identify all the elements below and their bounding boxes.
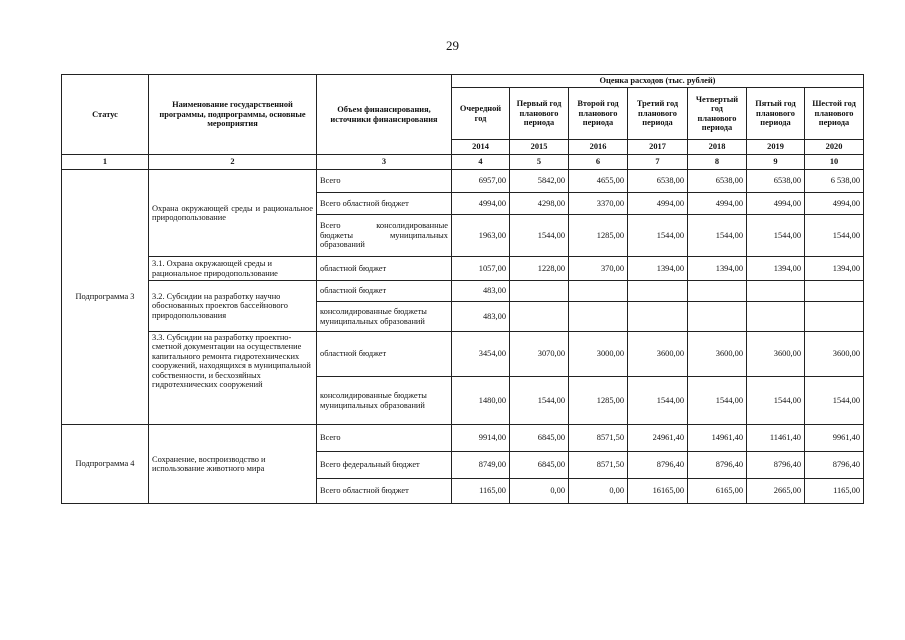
value-cell: 370,00 [569, 257, 628, 281]
value-cell [805, 281, 864, 302]
value-cell: 1394,00 [688, 257, 747, 281]
header-estimate: Оценка расходов (тыс. рублей) [452, 75, 864, 88]
finance-source: Всего областной бюджет [317, 479, 452, 504]
value-cell: 5842,00 [510, 170, 569, 193]
value-cell: 6 538,00 [805, 170, 864, 193]
value-cell: 1394,00 [747, 257, 805, 281]
value-cell: 3370,00 [569, 193, 628, 215]
value-cell: 6845,00 [510, 425, 569, 452]
value-cell [747, 281, 805, 302]
column-number: 3 [317, 155, 452, 170]
value-cell: 6845,00 [510, 452, 569, 479]
value-cell: 3600,00 [747, 332, 805, 377]
header-year: 2020 [805, 140, 864, 155]
finance-source: областной бюджет [317, 332, 452, 377]
header-period: Второй год планового периода [569, 88, 628, 140]
expenditure-table [61, 74, 864, 504]
value-cell: 1544,00 [510, 215, 569, 257]
value-cell: 1394,00 [805, 257, 864, 281]
value-cell: 1480,00 [452, 377, 510, 425]
column-number: 2 [149, 155, 317, 170]
value-cell: 4994,00 [747, 193, 805, 215]
value-cell: 8749,00 [452, 452, 510, 479]
value-cell: 483,00 [452, 281, 510, 302]
value-cell: 0,00 [569, 479, 628, 504]
value-cell: 24961,40 [628, 425, 688, 452]
page-number: 29 [446, 38, 459, 53]
table-row [62, 425, 864, 452]
column-number: 8 [688, 155, 747, 170]
value-cell: 8796,40 [747, 452, 805, 479]
column-number: 4 [452, 155, 510, 170]
value-cell: 6538,00 [688, 170, 747, 193]
value-cell [628, 302, 688, 332]
table-row [62, 281, 864, 302]
header-year: 2018 [688, 140, 747, 155]
value-cell: 1963,00 [452, 215, 510, 257]
finance-source: Всего консолидированные бюджеты муниципальных образований [317, 215, 452, 257]
value-cell: 1544,00 [628, 215, 688, 257]
header-year: 2017 [628, 140, 688, 155]
value-cell: 1544,00 [510, 377, 569, 425]
value-cell: 483,00 [452, 302, 510, 332]
value-cell [510, 281, 569, 302]
table-row [62, 257, 864, 281]
value-cell: 4994,00 [628, 193, 688, 215]
header-year: 2016 [569, 140, 628, 155]
value-cell: 1544,00 [747, 215, 805, 257]
value-cell: 0,00 [510, 479, 569, 504]
column-number: 6 [569, 155, 628, 170]
value-cell: 9961,40 [805, 425, 864, 452]
program-name: Сохранение, воспроизводство и использование животного мира [149, 425, 317, 504]
header-period: Пятый год планового периода [747, 88, 805, 140]
status-cell: Подпрограмма 3 [62, 170, 149, 425]
value-cell: 3600,00 [805, 332, 864, 377]
header-finance: Объем финансирования, источники финансирования [317, 75, 452, 155]
table-row [62, 332, 864, 377]
value-cell: 1544,00 [805, 377, 864, 425]
value-cell: 9914,00 [452, 425, 510, 452]
value-cell: 1544,00 [688, 377, 747, 425]
measure-name: 3.2. Субсидии на разработку научно обоснованных проектов бассейнового природопользования [149, 281, 317, 332]
value-cell: 2665,00 [747, 479, 805, 504]
value-cell [805, 302, 864, 332]
value-cell: 1544,00 [805, 215, 864, 257]
column-number: 10 [805, 155, 864, 170]
value-cell: 8796,40 [805, 452, 864, 479]
value-cell: 8796,40 [628, 452, 688, 479]
finance-source: областной бюджет [317, 281, 452, 302]
finance-source: областной бюджет [317, 257, 452, 281]
finance-source: консолидированные бюджеты муниципальных образований [317, 302, 452, 332]
table-row [62, 170, 864, 193]
value-cell: 3600,00 [628, 332, 688, 377]
header-period: Четвертый год планового периода [688, 88, 747, 140]
value-cell: 1544,00 [688, 215, 747, 257]
value-cell [747, 302, 805, 332]
value-cell: 1165,00 [452, 479, 510, 504]
value-cell: 1285,00 [569, 377, 628, 425]
measure-name: 3.3. Субсидии на разработку проектно-сметной документации на осуществление капитального ремонта гидротехнических сооружений, находящихся в муниципальной собственности, и бесхозяйных гидротехнических сооружений [149, 332, 317, 425]
column-number: 7 [628, 155, 688, 170]
value-cell: 16165,00 [628, 479, 688, 504]
value-cell: 6538,00 [747, 170, 805, 193]
value-cell: 1544,00 [628, 377, 688, 425]
finance-source: Всего областной бюджет [317, 193, 452, 215]
value-cell: 11461,40 [747, 425, 805, 452]
value-cell [688, 302, 747, 332]
value-cell: 6165,00 [688, 479, 747, 504]
status-cell: Подпрограмма 4 [62, 425, 149, 504]
value-cell: 3070,00 [510, 332, 569, 377]
value-cell [569, 302, 628, 332]
header-year: 2014 [452, 140, 510, 155]
value-cell [628, 281, 688, 302]
value-cell [569, 281, 628, 302]
value-cell: 6538,00 [628, 170, 688, 193]
value-cell: 3600,00 [688, 332, 747, 377]
value-cell: 4298,00 [510, 193, 569, 215]
value-cell: 14961,40 [688, 425, 747, 452]
value-cell [688, 281, 747, 302]
finance-source: Всего [317, 170, 452, 193]
column-number: 9 [747, 155, 805, 170]
column-number: 5 [510, 155, 569, 170]
value-cell: 1544,00 [747, 377, 805, 425]
value-cell: 3454,00 [452, 332, 510, 377]
value-cell: 4994,00 [805, 193, 864, 215]
header-period: Шестой год планового периода [805, 88, 864, 140]
finance-source: консолидированные бюджеты муниципальных образований [317, 377, 452, 425]
value-cell: 3000,00 [569, 332, 628, 377]
value-cell: 8571,50 [569, 452, 628, 479]
value-cell [510, 302, 569, 332]
value-cell: 8796,40 [688, 452, 747, 479]
header-year: 2015 [510, 140, 569, 155]
measure-name: 3.1. Охрана окружающей среды и рациональное природопользование [149, 257, 317, 281]
header-period: Третий год планового периода [628, 88, 688, 140]
value-cell: 1285,00 [569, 215, 628, 257]
value-cell: 6957,00 [452, 170, 510, 193]
column-number: 1 [62, 155, 149, 170]
value-cell: 4994,00 [688, 193, 747, 215]
finance-source: Всего [317, 425, 452, 452]
value-cell: 8571,50 [569, 425, 628, 452]
header-year: 2019 [747, 140, 805, 155]
value-cell: 1228,00 [510, 257, 569, 281]
program-name: Охрана окружающей среды и рациональное природопользование [149, 170, 317, 257]
header-status: Статус [62, 75, 149, 155]
value-cell: 1057,00 [452, 257, 510, 281]
finance-source: Всего федеральный бюджет [317, 452, 452, 479]
value-cell: 4655,00 [569, 170, 628, 193]
value-cell: 4994,00 [452, 193, 510, 215]
value-cell: 1165,00 [805, 479, 864, 504]
header-name: Наименование государственной программы, подпрограммы, основные мероприятия [149, 75, 317, 155]
header-period: Очередной год [452, 88, 510, 140]
header-period: Первый год планового периода [510, 88, 569, 140]
value-cell: 1394,00 [628, 257, 688, 281]
